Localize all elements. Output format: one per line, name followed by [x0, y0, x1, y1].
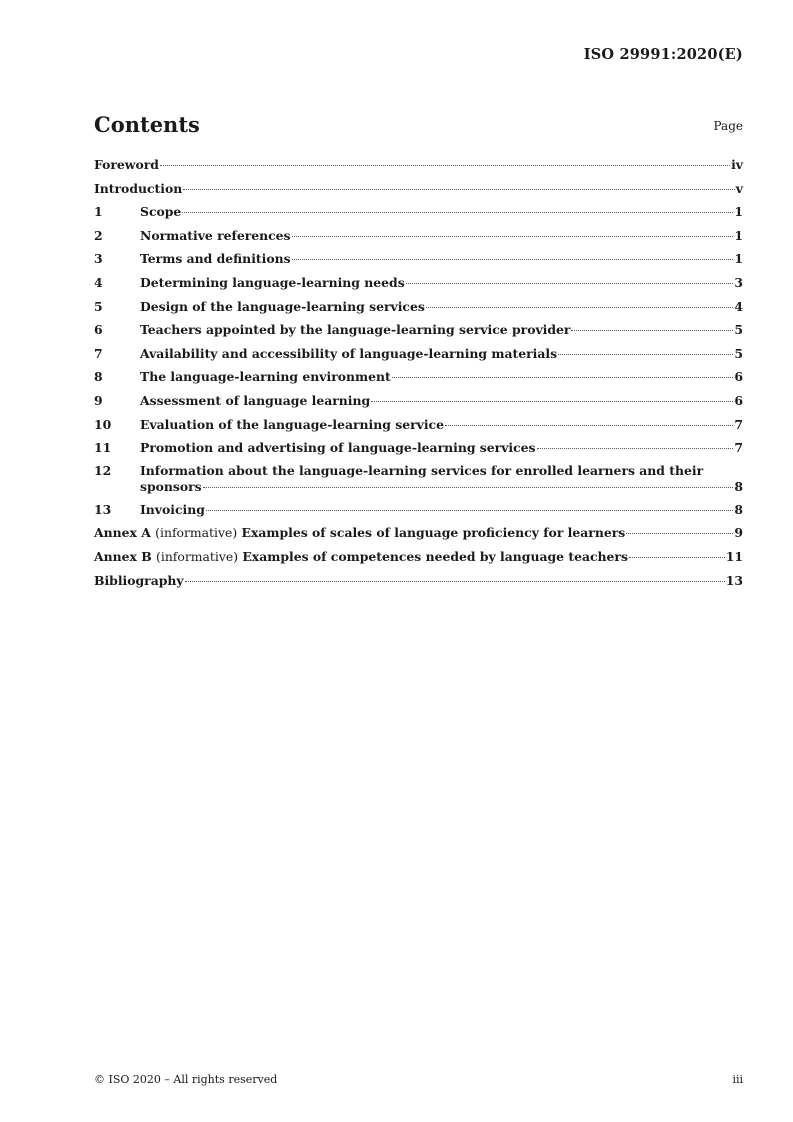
toc-entry-introduction[interactable] — [94, 177, 743, 201]
toc-entry-label: Introduction — [94, 180, 183, 196]
annex-qualifier: (informative) — [155, 525, 238, 541]
toc-entry-number: 2 — [94, 227, 103, 243]
dot-leader — [392, 377, 734, 378]
dot-leader — [558, 354, 733, 355]
toc-entry-clause-10[interactable] — [94, 413, 743, 437]
toc-entry-clause-11[interactable] — [94, 436, 743, 460]
toc-entry-number: 9 — [94, 392, 103, 408]
dot-leader — [445, 425, 733, 426]
toc-entry-clause-2[interactable] — [94, 224, 743, 248]
dot-leader — [160, 165, 730, 166]
dot-leader — [203, 487, 734, 488]
toc-entry-label: Design of the language-learning services — [140, 298, 425, 314]
toc-entry-label: Terms and definitions — [140, 251, 291, 267]
toc-entry-clause-4[interactable] — [94, 271, 743, 295]
toc-entry-page: 8 — [734, 478, 743, 494]
toc-entry-page: 9 — [734, 525, 743, 541]
toc-entry-page: 13 — [725, 572, 743, 588]
annex-prefix: Annex A — [94, 525, 151, 541]
document-code: ISO 29991:2020(E) — [583, 46, 743, 63]
footer-page-number: iii — [732, 1073, 743, 1086]
toc-entry-number: 8 — [94, 369, 103, 385]
toc-entry-number: 12 — [94, 462, 112, 478]
toc-entry-label: Examples of competences needed by language teachers — [242, 548, 628, 564]
toc-entry-clause-12[interactable] — [94, 460, 743, 498]
dot-leader — [292, 236, 734, 237]
toc-entry-annex-a[interactable] — [94, 521, 743, 545]
toc-entry-page: 1 — [734, 227, 743, 243]
dot-leader — [206, 510, 733, 511]
toc-entry-label: Invoicing — [140, 501, 205, 517]
toc-entry-page: 7 — [734, 416, 743, 432]
toc-entry-number: 13 — [94, 501, 112, 517]
toc-entry-clause-13[interactable] — [94, 498, 743, 522]
toc-entry-label: Examples of scales of language proficiency for learners — [241, 525, 626, 541]
toc-entry-number: 4 — [94, 274, 103, 290]
toc-entry-page: 7 — [734, 440, 743, 456]
toc-entry-bibliography[interactable] — [94, 569, 743, 593]
dot-leader — [182, 212, 733, 213]
dot-leader — [426, 307, 734, 308]
dot-leader — [629, 557, 725, 558]
toc-entry-page: 6 — [734, 392, 743, 408]
toc-entry-page: 3 — [734, 274, 743, 290]
annex-qualifier: (informative) — [156, 548, 239, 564]
toc-entry-page: 1 — [734, 204, 743, 220]
toc-entry-page: 1 — [734, 251, 743, 267]
toc-entry-label: Promotion and advertising of language-learning services — [140, 440, 536, 456]
toc-entry-foreword[interactable] — [94, 153, 743, 177]
toc-entry-page: 5 — [734, 345, 743, 361]
dot-leader — [185, 581, 725, 582]
toc-entry-page: 11 — [725, 548, 743, 564]
dot-leader — [183, 189, 735, 190]
footer-copyright: © ISO 2020 – All rights reserved — [94, 1073, 278, 1086]
toc-entry-page: iv — [731, 157, 743, 172]
toc-entry-label: Foreword — [94, 157, 159, 172]
toc-entry-label: Assessment of language learning — [140, 392, 371, 408]
toc-entry-number: 3 — [94, 251, 103, 267]
toc-entry-clause-5[interactable] — [94, 295, 743, 319]
toc-entry-page: 4 — [734, 298, 743, 314]
toc-entry-label: Teachers appointed by the language-learning service provider — [140, 322, 571, 338]
toc-entry-label: The language-learning environment — [140, 369, 391, 385]
toc-entry-page: 8 — [734, 501, 743, 517]
dot-leader — [537, 448, 734, 449]
dot-leader — [626, 533, 733, 534]
toc-entry-number: 11 — [94, 440, 112, 456]
toc-entry-page: 6 — [734, 369, 743, 385]
toc-entry-label: Normative references — [140, 227, 291, 243]
toc-entry-number: 1 — [94, 204, 103, 220]
toc-entry-number: 5 — [94, 298, 103, 314]
page-title: Contents — [94, 112, 200, 137]
toc-entry-clause-1[interactable] — [94, 200, 743, 224]
toc-entry-label: Bibliography — [94, 572, 184, 588]
toc-entry-clause-3[interactable] — [94, 247, 743, 271]
toc-entry-number: 6 — [94, 322, 103, 338]
dot-leader — [571, 330, 733, 331]
toc-entry-number: 7 — [94, 345, 103, 361]
table-of-contents — [94, 153, 743, 592]
toc-entry-label: Determining language-learning needs — [140, 274, 405, 290]
toc-entry-label: Evaluation of the language-learning service — [140, 416, 444, 432]
toc-entry-page: v — [735, 180, 743, 196]
toc-entry-annex-b[interactable] — [94, 545, 743, 569]
page-column-label: Page — [713, 119, 743, 133]
toc-entry-label-line1: Information about the language-learning services for enrolled learners and their — [140, 462, 704, 478]
toc-entry-clause-8[interactable] — [94, 365, 743, 389]
toc-entry-label-line2: sponsors — [140, 478, 202, 494]
toc-entry-clause-6[interactable] — [94, 318, 743, 342]
toc-entry-clause-9[interactable] — [94, 389, 743, 413]
toc-entry-label: Availability and accessibility of language-learning materials — [140, 345, 558, 361]
dot-leader — [371, 401, 733, 402]
annex-prefix: Annex B — [94, 548, 152, 564]
toc-entry-number: 10 — [94, 416, 112, 432]
dot-leader — [292, 259, 734, 260]
toc-entry-label: Scope — [140, 204, 182, 220]
toc-entry-clause-7[interactable] — [94, 342, 743, 366]
toc-entry-page: 5 — [734, 322, 743, 338]
dot-leader — [406, 283, 734, 284]
